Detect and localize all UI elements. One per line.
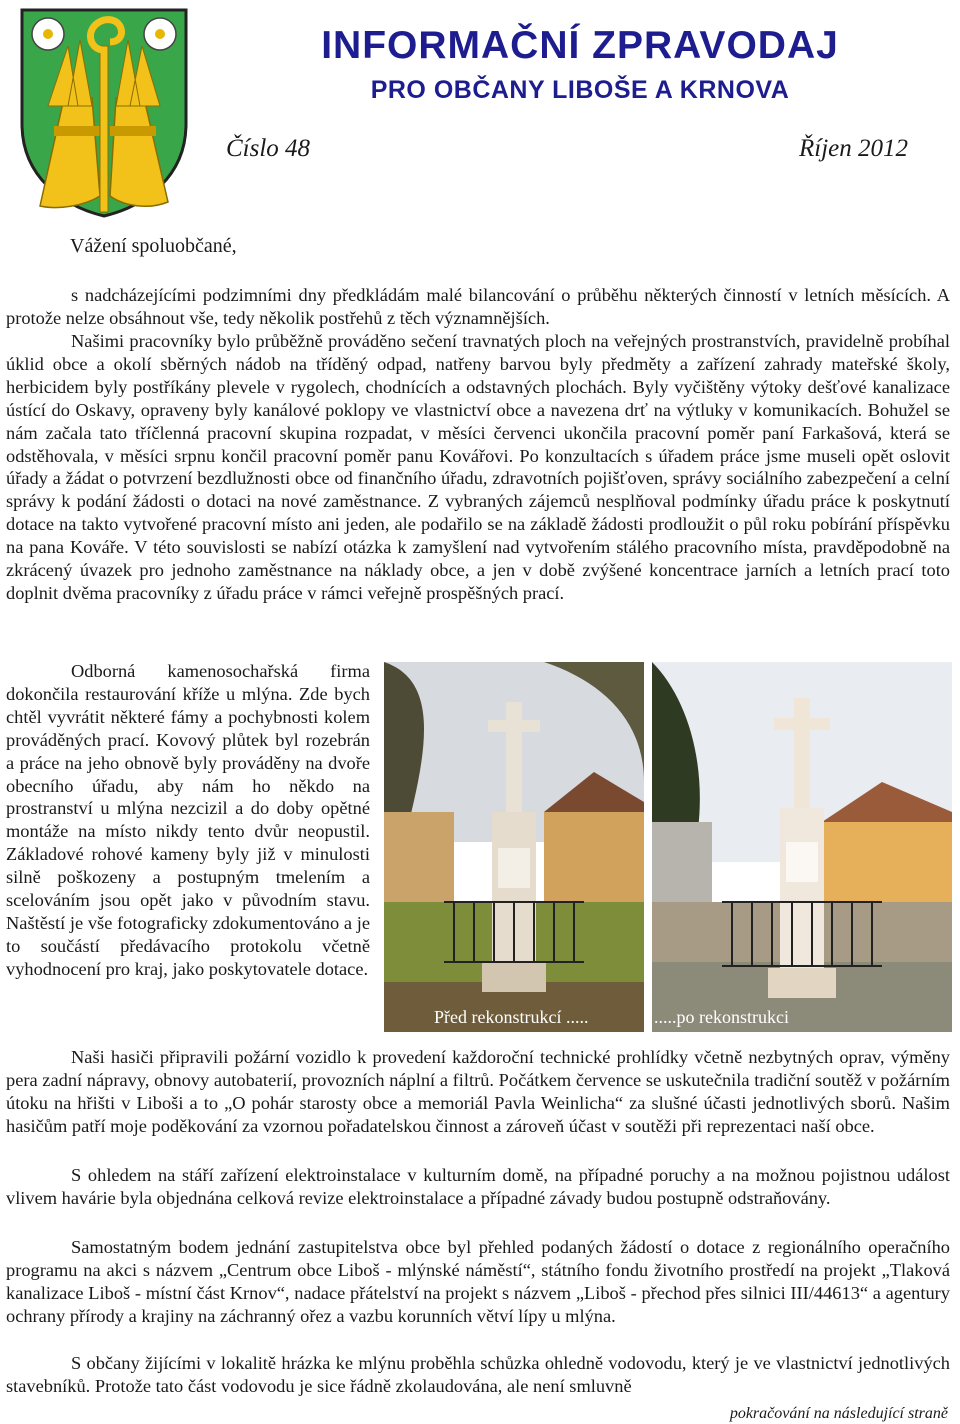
issue-date: Říjen 2012 [798,135,908,162]
paragraph-cross-restoration: Odborná kamenosochařská firma dokončila restaurování kříže u mlýna. Zde bych chtěl vyvrátit některé fámy a pochybnosti kolem prováděných prací. Kovový plůtek byl rozebrán a práce na jeho obnově byly prováděny na dvoře obecního úřadu, aby nám ho někdo na prostranství u mlýna nezcizil a do doby opětné montáže na místo nikdy tento dvůr neopustil. Základové rohové kameny byly již v minulosti silně poškozeny a postupným tmelením a scelováním jsou opět jako v původním stavu. Naštěstí je vše fotograficky zdokumentováno a je to součástí předávacího protokolu včetně vyhodnocení pro kraj, jako poskytovatele dotace. [6,661,370,979]
newsletter-title: INFORMAČNÍ ZPRAVODAJ [321,24,839,67]
photo-after-reconstruction [652,662,952,1032]
coat-of-arms-icon [18,6,190,218]
paragraph-firefighters: Naši hasiči připravili požární vozidlo k provedení každoroční technické prohlídky včetně nezbytných oprav, výměny pera zadní nápravy, obnovy autobaterií, provozních náplní a filtrů. Počátkem července se uskutečnila tradiční soutěž v požárním útoku na hřišti v Liboši a to „O pohár starosty obce a memoriál Pavla Weinlicha“ za slušné účasti jednotlivých sborů. Našim hasičům patří moje poděkování za vzornou pořadatelskou činnost a zároveň účast v soutěži při reprezentaci naší obce. [6,1047,950,1136]
paragraph-intro: s nadcházejícími podzimními dny předkládám malé bilancování o průběhu některých činností v letních měsících. A protože nelze obsáhnout vše, tedy několik postřehů z těch významnějších. [6,285,950,328]
issue-number: Číslo 48 [226,135,311,162]
greeting: Vážení spoluobčané, [70,235,237,257]
paragraph-electrical: S ohledem na stáří zařízení elektroinstalace v kulturním domě, na případné poruchy a na možnou pojistnou událost vlivem havárie byla objednána celková revize elektroinstalace a případné závady budou postupně odstraňovány. [6,1165,950,1208]
caption-after: .....po rekonstrukci [654,1007,789,1027]
paragraph-grants: Samostatným bodem jednání zastupitelstva obce byl přehled podaných žádostí o dotace z regionálního operačního programu na akci s názvem „Centrum obce Liboš - mlýnské náměstí“, státního fondu životního prostředí na projekt „Tlaková kanalizace Liboš - místní část Krnov“, nadace přátelství na projekt s názvem „Liboš - přechod přes silnici III/44613“ a agentury ochrany přírody a krajiny na záchranný ořez a vazbu korunních větví lípy u mlýna. [6,1237,950,1326]
caption-before: Před rekonstrukcí ..... [434,1007,589,1027]
photo-before-reconstruction [384,662,644,1032]
paragraph-maintenance: Našimi pracovníky bylo průběžně prováděno sečení travnatých ploch na veřejných prostranstvích, pravidelně probíhal úklid obce a okolí sběrných nádob na tříděný odpad, natřeny barvou byly předměty a zařízení zahrady mateřské školy, herbicidem byly postříkány plevele v rygolech, chodnících a odstavných plochách. Byly vyčištěny výtoky dešťové kanalizace ústící do Oskavy, opraveny byly kanálové poklopy ve vlastnictví obce a navezena drť na výtluky v komunikacích. Bohužel se nám začala tato tříčlenná pracovní skupina rozpadat, v měsíci červenci ukončila pracovní poměr paní Farkašová, která se odstěhovala, v měsíci srpnu končil pracovní poměr panu Kovářovi. Po konzultacích s úřadem práce jsme museli opět oslovit úřady a žádat o potvrzení bezdlužnosti obce od finančního úřadu, zdravotních pojišťoven, správy sociálního zabezpečení a celní správy k podání žádosti o dotaci na nové zaměstnance. Z vybraných zájemců nesplňoval podmínky úřadu práce k poskytnutí dotace na takto vytvořené pracovní místo ani jeden, ale podařilo se na základě žádosti prodloužit o půl roku pobírání příspěvku na pana Kováře. V této souvislosti se nabízí otázka k zamyšlení nad vytvořením stálého pracovního místa, pravděpodobně na zkrácený úvazek pro jednoho zaměstnance na náklady obce, a jen v době zvýšené koncentrace jarních a letních prací toto doplnit dvěma pracovníky z úřadu práce v rámci veřejně prospěšných prací. [6,331,950,603]
paragraph-water-supply: S občany žijícími v lokalitě hrázka ke mlýnu proběhla schůzka ohledně vodovodu, který je ve vlastnictví jednotlivých stavebníků. Protože tato část vodovodu je sice řádně zkolaudována, ale není smluvně [6,1353,950,1396]
continued-note: pokračování na následující straně [729,1405,948,1422]
newsletter-subtitle: PRO OBČANY LIBOŠE A KRNOVA [370,76,790,104]
